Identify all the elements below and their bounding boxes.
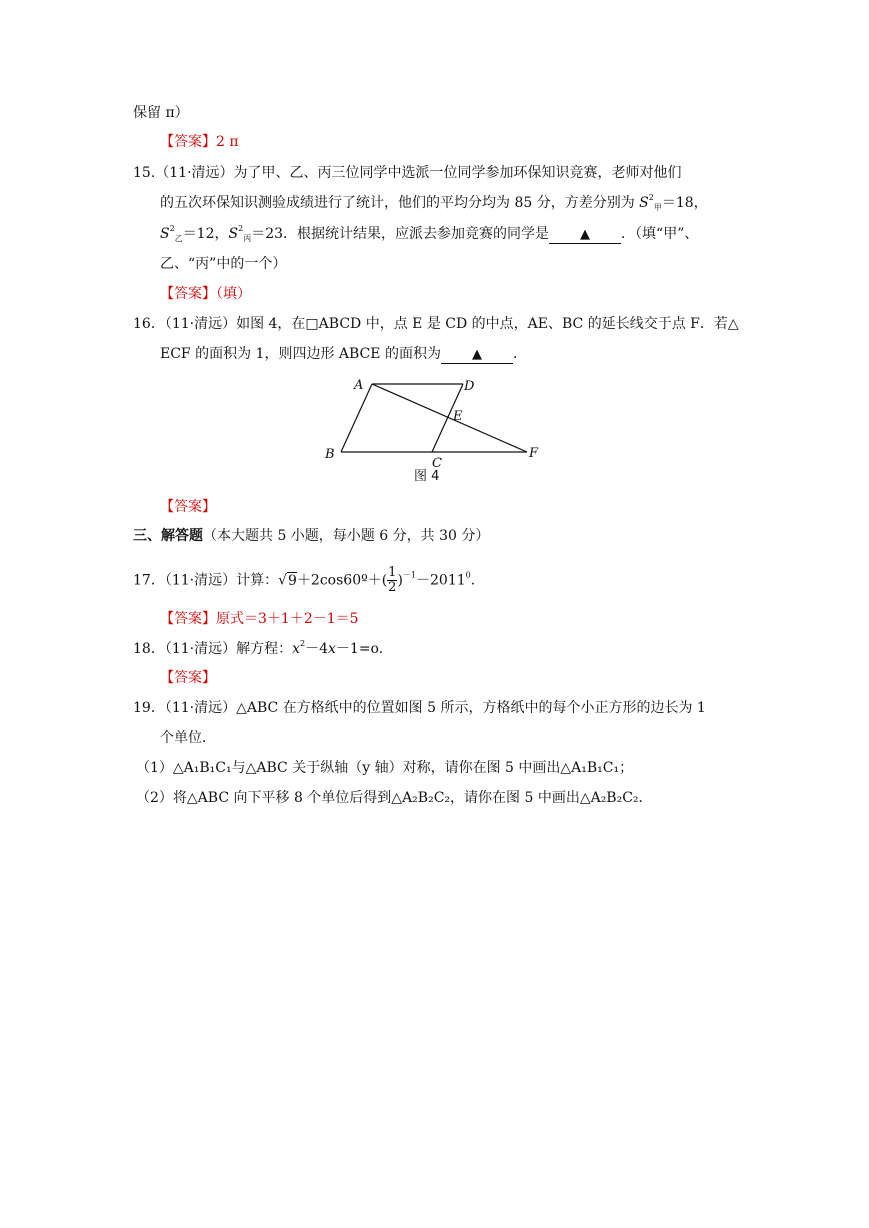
answer-14	[160, 133, 239, 151]
variance-sub-bing: 丙	[243, 234, 252, 243]
answer-label: 【答案】	[160, 134, 216, 150]
variance-symbol: S	[160, 226, 170, 242]
q18-text: －4	[305, 641, 329, 657]
question-19-line1: 19．（11·清远）△ABC 在方格纸中的位置如图 5 所示，方格纸中的每个小正方形的边长为 1	[133, 700, 706, 716]
answer-value: 2 π	[216, 134, 239, 150]
q17-text: )	[397, 572, 403, 589]
frac-den: 2	[388, 580, 397, 595]
figure-4-parallelogram	[320, 372, 550, 484]
answer-label: 【答案】	[160, 611, 216, 627]
answer-15: 【答案】（填）	[160, 286, 251, 302]
q18-text: 18．（11·清远）解方程：	[133, 641, 293, 657]
exp-zero: 0	[465, 570, 471, 580]
answer-17	[160, 610, 359, 628]
question-17: 17．（11·清远）计算：√9＋2cos60º＋( $\frac{1}{2}$ )$^{-1}-2011^0$.	[133, 565, 476, 595]
variance-sub-jia: 甲	[653, 203, 662, 212]
question-19-part1: （1）△A₁B₁C₁与△ABC 关于纵轴（y 轴）对称，请你在图 5 中画出△A₁B₁C₁；	[136, 760, 634, 776]
figure-caption: 图 4	[414, 469, 440, 484]
question-16-line2	[160, 345, 527, 364]
segment-AF	[372, 384, 527, 452]
q15-text: ．（填“甲”、	[621, 226, 699, 242]
q16-text: ．	[512, 346, 527, 362]
q16-text: ECF 的面积为 1，则四边形 ABCE 的面积为	[160, 346, 441, 362]
variance-symbol: S	[639, 195, 649, 211]
text-line: 保留 π）	[133, 105, 189, 121]
answer-18: 【答案】	[160, 670, 216, 686]
label-A: A	[354, 378, 364, 393]
q17-text: .	[470, 572, 476, 589]
q15-text: ＝23．根据统计结果，应派去参加竞赛的同学是	[251, 226, 550, 242]
question-15-line3	[160, 225, 698, 244]
question-15-line1: 15.（11·清远）为了甲、乙、丙三位同学中选派一位同学参加环保知识竞赛，老师对他们	[133, 165, 682, 181]
q17-text: 17．（11·清远）计算：	[133, 572, 279, 589]
variance-symbol: S	[228, 226, 239, 242]
q18-text: －1=o.	[335, 641, 384, 657]
frac-num: 1	[388, 565, 397, 580]
q15-text: 的五次环保知识测验成绩进行了统计，他们的平均分均为 85 分，方差分别为	[160, 195, 640, 211]
question-18	[133, 640, 383, 658]
answer-blank: ▲	[549, 227, 621, 244]
q15-text: ＝18，	[661, 195, 708, 211]
label-C: C	[432, 456, 442, 471]
answer-value: 原式＝3＋1＋2－1＝5	[216, 611, 359, 627]
q15-text: ＝12，	[182, 226, 229, 242]
question-19-line2: 个单位．	[160, 730, 216, 746]
variance-exp: 2	[238, 224, 244, 233]
question-16-line1: 16．（11·清远）如图 4，在□ABCD 中，点 E 是 CD 的中点，AE、BC 的延长线交于点 F．若△	[133, 316, 739, 332]
fraction-one-half	[387, 566, 397, 595]
label-E: E	[453, 409, 463, 424]
question-15-line2	[160, 194, 708, 212]
variance-sub-yi: 乙	[174, 234, 183, 243]
answer-blank: ▲	[441, 347, 513, 364]
section-3-heading	[133, 527, 489, 545]
question-19-part2: （2）将△ABC 向下平移 8 个单位后得到△A₂B₂C₂，请你在图 5 中画出△A₂B₂C₂．	[136, 790, 653, 806]
question-15-line4: 乙、“丙”中的一个）	[160, 256, 287, 272]
sqrt-radicand: 9	[288, 572, 297, 589]
variance-exp: 2	[648, 193, 654, 202]
label-B: B	[325, 447, 335, 462]
segment-AB	[341, 384, 372, 452]
answer-16: 【答案】	[160, 499, 216, 515]
section-note: （本大题共 5 小题，每小题 6 分，共 30 分）	[203, 528, 490, 544]
q17-text: －2011	[416, 572, 466, 589]
figure-lines	[341, 384, 527, 452]
section-title: 三、解答题	[133, 528, 203, 544]
label-D: D	[464, 379, 475, 394]
label-F: F	[529, 446, 539, 461]
exp-minus-one: －1	[402, 570, 417, 580]
exp-2: 2	[300, 639, 306, 648]
q17-text: ＋2cos60º＋(	[296, 572, 388, 589]
var-x: x	[328, 641, 336, 657]
variance-exp: 2	[169, 224, 175, 233]
var-x: x	[292, 641, 300, 657]
